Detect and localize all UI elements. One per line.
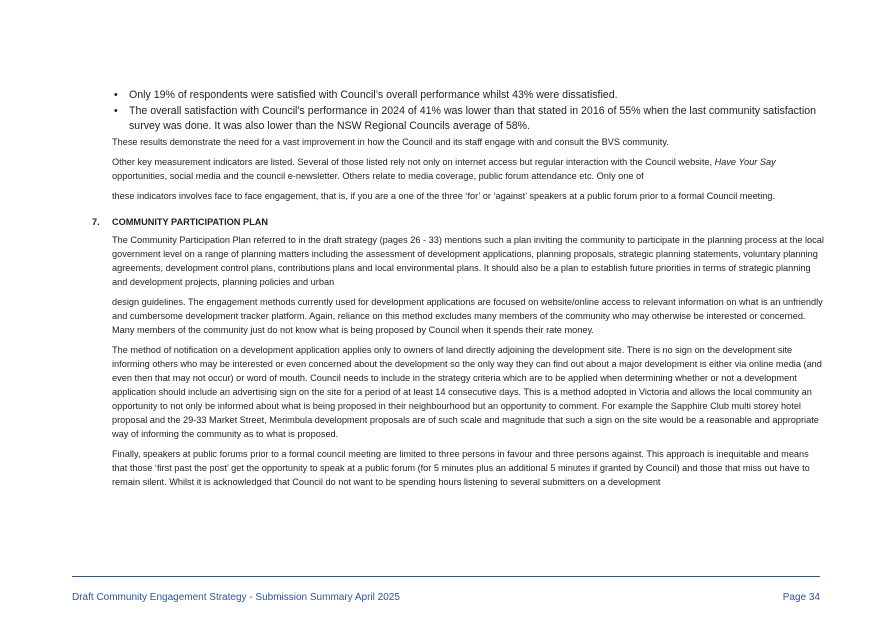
page-content bbox=[92, 88, 824, 489]
intro-paragraph-3: these indicators involves face to face engagement, that is, if you are a one of the three ‘for’ or ‘against’ speakers at a public forum prior to a formal Council meeting. bbox=[112, 191, 776, 201]
list-item bbox=[112, 104, 824, 134]
have-your-say-emphasis: Have Your Say bbox=[714, 157, 776, 167]
section-number: 7. bbox=[92, 217, 100, 227]
bullet-list bbox=[112, 88, 824, 134]
bullet-icon: • bbox=[114, 105, 118, 117]
intro-paragraph-2 bbox=[112, 155, 824, 183]
section-paragraph-4: Finally, speakers at public forums prior to a formal council meeting are limited to three persons in favour and three persons against. This approach is inequitable and means that those ‘first past the post’ get the opportunity to speak at a public forum (for 5 minutes plus an additional 5 minutes if granted by Council) and those that miss out have to remain silent. Whilst it is acknowledged that Council do not want to be spending hours listening to several submitters on a development bbox=[112, 449, 810, 487]
section-title: COMMUNITY PARTICIPATION PLAN bbox=[112, 217, 269, 227]
footer-title: Draft Community Engagement Strategy - Submission Summary April 2025 bbox=[72, 592, 400, 603]
intro-text-a: Other key measurement indicators are listed. Several of those listed rely not only on internet access but regular interaction with the Council website, bbox=[112, 157, 715, 167]
section-paragraph-1: The Community Participation Plan referred to in the draft strategy (pages 26 - 33) mentions such a plan inviting the community to participate in the planning process at the local government level on a range of planning matters including the assessment of development applications, planning proposals, strategic planning statements, voluntary planning agreements, development control plans, contributions plans and local environmental plans. It should also be a plan to establish future priorities in terms of strategic planning and development projects, planning policies and urban bbox=[112, 235, 824, 287]
page-number: Page 34 bbox=[782, 592, 820, 603]
bullet-icon: • bbox=[114, 89, 118, 101]
section-paragraph-3: The method of notification on a development application applies only to owners of land directly adjoining the development site. There is no sign on the development site informing others who may be interested or even concerned about the development so the only way they can find out about a major development is either via online media (and even then that may not occur) or word of mouth. Council needs to include in the strategy criteria which are to be applied when determining whether or not a development application should include an advertising sign on the site for a period of at least 14 consecutive days. This is a method adopted in Victoria and allows the local community an opportunity to not only be informed about what is being proposed in their neighbourhood but an opportunity to comment. For example the Sapphire Club multi storey hotel proposal and the 29-33 Market Street, Merimbula development proposals are of such scale and magnitude that such a sign on the site would be a reasonable and appropriate way of informing the community as to what is proposed. bbox=[112, 345, 822, 439]
list-item bbox=[112, 88, 824, 103]
section-paragraph-2: design guidelines. The engagement methods currently used for development applications are focused on website/online access to relevant information on what is an unfriendly and cumbersome development tracker platform. Again, reliance on this method excludes many members of the community who may otherwise be interested or concerned. Many members of the community just do not know what is being proposed by Council when it spends their rate money. bbox=[112, 297, 823, 335]
bullet-text: The overall satisfaction with Council’s performance in 2024 of 41% was lower than that stated in 2016 of 55% when the last community satisfaction survey was done. It was also lower than the NSW Regional Councils average of 58%. bbox=[129, 105, 817, 132]
intro-paragraph-1: These results demonstrate the need for a vast improvement in how the Council and its staff engage with and consult the BVS community. bbox=[112, 137, 669, 147]
section-heading bbox=[92, 215, 824, 229]
bullet-text: Only 19% of respondents were satisfied with Council’s overall performance whilst 43% were dissatisfied. bbox=[129, 89, 618, 101]
intro-text-b: opportunities, social media and the council e-newsletter. Others relate to media coverage, public forum attendance etc. Only one of bbox=[112, 171, 644, 181]
footer-divider bbox=[72, 576, 820, 577]
